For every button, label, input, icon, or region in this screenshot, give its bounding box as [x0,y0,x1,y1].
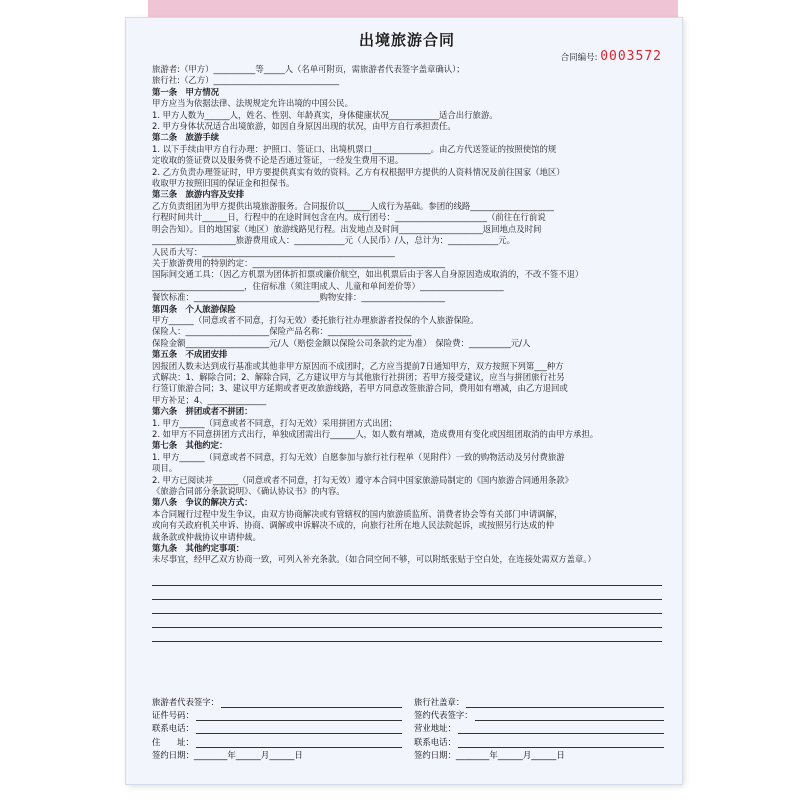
signature-field[interactable] [466,696,664,708]
clause-line: 旅游者:（甲方）__________等_____人（名单可附页，需旅游者代表签字盖章确认）； [152,64,465,74]
clause-line: 1. 以下手续由甲方自行办理：护照口、签证口、出境机票口______________。由乙方代送签证的按照使馆的规 [152,143,557,154]
signature-tourist [152,696,402,762]
contract-sheet [126,18,682,784]
blank-line [152,614,662,628]
clause-line: 甲方______（同意或者不同意，打勾无效）委托旅行社办理旅游者投保的个人旅游保险。 [152,314,479,325]
clause-line: 2. 甲方身体状况适合出境旅游，如因自身原因出现的状况，由甲方自行承担责任。 [152,121,456,132]
contract-body [152,64,662,566]
clause-line: 保险人：____________________保险产品名称：____________________ [152,326,412,337]
signature-field[interactable] [221,696,402,708]
signature-label: 证件号码： [152,710,194,721]
signature-label: 旅行社盖章： [414,697,465,707]
clause-line: 2. 如甲方不同意拼团方式出行，单独成团需出行______人，如人数有增减，造成费用有变化或因组团取消的由甲方承担。 [152,429,599,439]
clause-heading: 第八条 争议的解决方式： [152,497,253,508]
signature-label: 旅游者代表签字： [152,697,219,707]
clause-line: ____________________旅游费用成人：____________元（人民币）/人，总计为：____________元。 [152,235,515,246]
clause-line: 保险金额____________________元/人（赔偿金额以保险公司条款约定为准） 保险费：__________元/人 [152,337,531,348]
signature-label: 联系电话： [414,736,456,747]
clause-line: 乙方负责组团为甲方提供出境旅游服务。合同报价以______人成行为基础。参团的线路____________________ [152,200,554,211]
contract-number-row [152,51,662,64]
signature-field[interactable] [196,722,402,734]
contract-content [152,30,662,642]
signature-row [152,696,402,709]
signature-row [152,736,402,749]
blank-line [152,600,662,614]
clause-line: 本合同履行过程中发生争议，由双方协商解决或有管辖权的国内旅游质监所、消费者协会等有关部门申请调解， [152,508,563,519]
clause-line: 式解决：1、解除合同；2、解除合同，乙方建议甲方与其他旅行社拼团；若甲方接受建议，应当与拼团旅行社另 [152,371,565,382]
contract-number-label: 合同编号: [560,53,598,63]
signature-row [152,722,402,735]
clause-line: 甲方应当为依据法律、法规规定允许出境的中国公民。 [152,98,353,109]
signature-label: 签约代表签字： [414,710,473,721]
clause-heading: 第三条 旅游内容及安排 [152,189,245,200]
clause-line: 2. 甲方已阅读并______（同意或者不同意，打勾无效）遵守本合同中国家旅游局制定的《国内旅游合同通用条款》 [152,474,574,485]
blank-line [152,572,662,586]
signature-row [414,736,664,749]
clause-heading: 第四条 个人旅游保险 [152,303,236,314]
clause-line: 定收取的签证费以及服务费不论是否通过签证，一经发生费用不退。 [152,155,404,166]
blank-line [152,628,662,642]
clause-line: 或向有关政府机关申诉、协商、调解或申诉解决不成的，向旅行社所在地人民法院起诉，或按照另行达成的仲 [152,520,554,531]
signature-row [414,709,664,722]
clause-line: ______________________，住宿标准（须注明成人、儿童和单间差价等）____________________ [152,280,504,291]
signature-label: 住 址： [152,736,194,747]
signature-field[interactable] [196,736,402,748]
clause-line: 1. 甲方人数为______人，姓名、性别、年龄真实，身体健康状况____________适合出行旅游。 [152,109,498,120]
clause-line: 未尽事宜，经甲乙双方协商一致，可列入补充条款。（如合同空间不够，可以附纸张贴于空白处，在连接处需双方盖章。） [152,554,596,565]
signature-label: 联系电话： [152,723,194,734]
clause-line: 甲方补足；4、______________ [152,394,267,405]
clause-line: 1. 甲方______（同意或者不同意，打勾无效）采用拼团方式出团； [152,417,398,428]
clause-heading: 第五条 不成团安排 [152,349,228,360]
contract-title: 出境旅游合同 [358,31,455,49]
clause-heading: 第二条 旅游手续 [152,132,219,143]
clause-line: 项目。 [152,463,178,474]
clause-heading: 第一条 甲方情况 [152,86,219,97]
blank-line [152,586,662,600]
signature-field[interactable] [196,709,402,721]
signature-row [414,722,664,735]
clause-line: 明会告知）。目的地国家（地区）旅游线路见行程。出发地点及时间____________________返回地点及时间 [152,223,542,234]
clause-line: 裁条款或仲裁协议申请仲裁。 [152,531,261,542]
signature-field[interactable] [475,709,664,721]
supplementary-blank-lines [152,572,662,642]
signature-label: 签约日期：________年______月______日 [152,749,303,760]
clause-heading: 第九条 其他约定事项： [152,543,245,554]
contract-number: 0003572 [600,49,662,64]
signature-row [152,709,402,722]
clause-line: 行程时间共计______日，行程中的在途时间包含在内。成行团号：______________________（前往在行前说 [152,212,546,223]
clause-heading: 第六条 拼团或者不拼团： [152,406,253,417]
clause-line: 收取甲方按照旧国的保证金和担保书。 [152,178,295,189]
clause-line: 因报团人数未达到成行基准或其他非甲方原因而不成团时，乙方应当提前7日通知甲方，双方按照下列第___种方 [152,360,564,371]
clause-line: 2. 乙方负责办理签证时，甲方要提供真实有效的资料。乙方有权根据甲方提供的人资料情况及前往国家（地区） [152,166,565,177]
clause-line: 行签订旅游合同；3、建议甲方延期或者更改旅游线路，若甲方同意改签旅游合同，费用如有增减，由乙方退回或 [152,383,568,394]
signature-label: 营业地址： [414,723,456,734]
clause-line: 旅行社:（乙方）______________________________ [152,75,340,86]
clause-line: 国际间交通工具：（因乙方机票为团体折扣票或廉价航空，如出机票后由于客人自身原因造成取消的，不改不签不退） [152,269,584,280]
signature-field[interactable] [458,736,664,748]
clause-line: 1. 甲方______（同意或者不同意，打勾无效）自愿参加与旅行社行程单（见附件）一致的购物活动及另付费旅游 [152,451,565,462]
clause-line: 《旅游合同部分条款说明》、《确认协议书》的内容。 [152,486,345,497]
signature-row [152,749,402,762]
clause-line: 餐饮标准：______________________________购物安排：____________________ [152,292,446,303]
signature-label: 签约日期：________年______月______日 [414,749,565,760]
signature-agency [414,696,664,762]
signature-field[interactable] [458,722,664,734]
signature-row [414,749,664,762]
signature-row [414,696,664,709]
clause-line: 关于旅游费用的特别约定：______________________________________________ [152,257,446,268]
clause-heading: 第七条 其他约定： [152,440,228,451]
clause-line: 人民币大写：______________________________________________ [152,246,395,257]
